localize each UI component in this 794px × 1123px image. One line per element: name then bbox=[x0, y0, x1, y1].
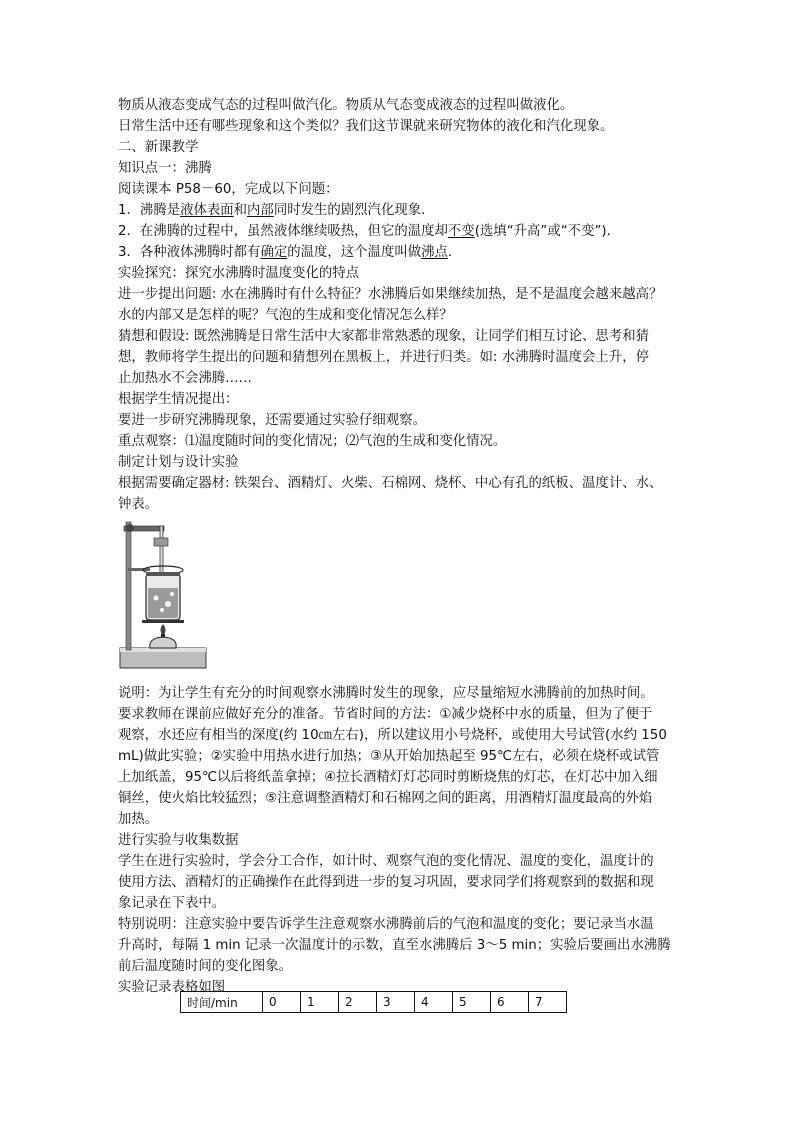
paragraph-line: 水的内部又是怎样的呢？气泡的生成和变化情况怎么样？ bbox=[118, 308, 453, 323]
paragraph-line: 观察，水还应有相当的深度(约 10㎝左右)，所以建议用小号烧杯，或使用大号试管(水约 150 bbox=[118, 728, 667, 743]
paragraph-line: 重点观察：⑴温度随时间的变化情况；⑵气泡的生成和变化情况。 bbox=[118, 434, 507, 449]
paragraph-line: 根据学生情况提出： bbox=[118, 392, 239, 407]
q2-text: (选填“升高”或“不变”)． bbox=[474, 224, 621, 239]
paragraph-line: 物质从液态变成气态的过程叫做汽化。物质从气态变成液态的过程叫做液化。 bbox=[118, 98, 574, 113]
stand-base-top bbox=[120, 648, 206, 652]
table-cell: 4 bbox=[415, 992, 453, 1013]
paragraph-line: 进行实验与收集数据 bbox=[118, 833, 239, 848]
paragraph-line: 前后温度随时间的变化图象。 bbox=[118, 959, 293, 974]
table-caption: 实验记录表格如图 bbox=[118, 980, 226, 995]
q1-text: 同时发生的剧烈汽化现象． bbox=[273, 203, 435, 218]
paragraph-line: 学生在进行实验时，学会分工合作，如计时、观察气泡的变化情况、温度的变化，温度计的 bbox=[118, 854, 654, 869]
table-cell: 2 bbox=[339, 992, 377, 1013]
paragraph-line: 上加纸盖，95℃以后将纸盖拿掉；④拉长酒精灯灯芯同时剪断烧焦的灯芯，在灯芯中加入细 bbox=[118, 770, 658, 785]
q1-text: 1．沸腾是 bbox=[118, 203, 181, 218]
paragraph-line: 升高时，每隔 1 min 记录一次温度计的示数，直至水沸腾后 3～5 min；实验后要画出水沸腾 bbox=[118, 938, 671, 953]
reading-instruction: 阅读课本 P58－60，完成以下问题： bbox=[118, 182, 339, 197]
paragraph-line: mL)做此实验；②实验中用热水进行加热；③从开始加热起至 95℃左右，必须在烧杯或试管 bbox=[118, 749, 660, 764]
paragraph-line: 要求教师在课前应做好充分的准备。节省时间的方法：①减少烧杯中水的质量，但为了便于 bbox=[118, 707, 653, 722]
bubble bbox=[160, 608, 164, 612]
apparatus-illustration bbox=[118, 516, 208, 676]
paragraph-line: 使用方法、酒精灯的正确操作在此得到进一步的复习巩固，要求同学们将观察到的数据和现 bbox=[118, 875, 654, 890]
bottom-text-block bbox=[118, 683, 690, 998]
paragraph-line: 铜丝，使火焰比较猛烈；⑤注意调整酒精灯和石棉网之间的距离，用酒精灯温度最高的外焰 bbox=[118, 791, 653, 806]
ring-arm bbox=[128, 568, 150, 571]
paragraph-line: 要进一步研究沸腾现象，还需要通过实验仔细观察。 bbox=[118, 413, 426, 428]
paragraph-line: 日常生活中还有哪些现象和这个类似？我们这节课就来研究物体的液化和汽化现象。 bbox=[118, 119, 614, 134]
record-table bbox=[180, 991, 567, 1013]
water bbox=[148, 588, 178, 618]
wire-gauze bbox=[142, 620, 184, 623]
bubble bbox=[165, 601, 171, 607]
alcohol-lamp bbox=[150, 637, 176, 648]
paragraph-line: 想，教师将学生提出的问题和猜想列在黑板上，并进行归类。如: 水沸腾时温度会上升，停 bbox=[118, 350, 649, 365]
question-1 bbox=[118, 200, 690, 221]
top-text-block bbox=[118, 95, 690, 515]
knowledge-point-heading: 知识点一：沸腾 bbox=[118, 161, 212, 176]
paragraph-line: 钟表。 bbox=[118, 497, 159, 512]
paragraph-line: 特别说明：注意实验中要告诉学生注意观察水沸腾前后的气泡和温度的变化；要记录当水温 bbox=[118, 917, 654, 932]
table-cell: 3 bbox=[377, 992, 415, 1013]
q1-answer-surface: 液体表面 bbox=[180, 203, 234, 218]
bubble bbox=[154, 596, 159, 601]
table-header-time: 时间/min bbox=[181, 992, 263, 1013]
record-table-wrapper bbox=[180, 991, 567, 1013]
paragraph-line: 制定计划与设计实验 bbox=[118, 455, 239, 470]
q3-text: 3．各种液体沸腾时都有 bbox=[118, 245, 261, 260]
table-row bbox=[181, 992, 567, 1013]
table-cell: 7 bbox=[529, 992, 567, 1013]
clamp-knob bbox=[126, 524, 134, 532]
paragraph-line: 加热。 bbox=[118, 812, 159, 827]
paragraph-line: 说明：为让学生有充分的时间观察水沸腾时发生的现象，应尽量缩短水沸腾前的加热时间。 bbox=[118, 686, 654, 701]
table-cell: 1 bbox=[301, 992, 339, 1013]
bubble bbox=[170, 592, 174, 596]
paragraph-line: 止加热水不会沸腾…… bbox=[118, 371, 252, 386]
q2-answer: 不变 bbox=[447, 224, 475, 239]
stand-rod bbox=[126, 522, 131, 650]
paragraph-line: 象记录在下表中。 bbox=[118, 896, 226, 911]
paragraph-line: 根据需要确定器材: 铁架台、酒精灯、火柴、石棉网、烧杯、中心有孔的纸板、温度计、水、 bbox=[118, 476, 663, 491]
table-cell: 6 bbox=[491, 992, 529, 1013]
q3-text: . bbox=[447, 245, 453, 260]
question-2 bbox=[118, 221, 690, 242]
thermometer-clip bbox=[154, 538, 168, 546]
q1-text: 和 bbox=[233, 203, 248, 218]
paragraph-line: 实验探究：探究水沸腾时温度变化的特点 bbox=[118, 266, 360, 281]
question-3 bbox=[118, 242, 690, 263]
q3-text: 的温度，这个温度叫做 bbox=[287, 245, 422, 260]
q1-answer-inside: 内部 bbox=[247, 203, 274, 218]
q3-answer-definite: 确定 bbox=[260, 245, 288, 260]
cardboard-lid bbox=[146, 572, 180, 576]
paragraph-line: 猜想和假设: 既然沸腾是日常生活中大家都非常熟悉的现象，让同学们相互讨论、思考和猜 bbox=[118, 329, 649, 344]
table-cell: 0 bbox=[263, 992, 301, 1013]
table-cell: 5 bbox=[453, 992, 491, 1013]
q3-answer-boiling-point: 沸点 bbox=[421, 245, 448, 260]
q2-text: 2．在沸腾的过程中，虽然液体继续吸热，但它的温度却 bbox=[118, 224, 448, 239]
boiling-experiment-apparatus-figure bbox=[118, 516, 208, 676]
paragraph-line: 进一步提出问题: 水在沸腾时有什么特征？水沸腾后如果继续加热，是不是温度会越来越高？ bbox=[118, 287, 663, 302]
section-heading: 二、新课教学 bbox=[118, 140, 199, 155]
